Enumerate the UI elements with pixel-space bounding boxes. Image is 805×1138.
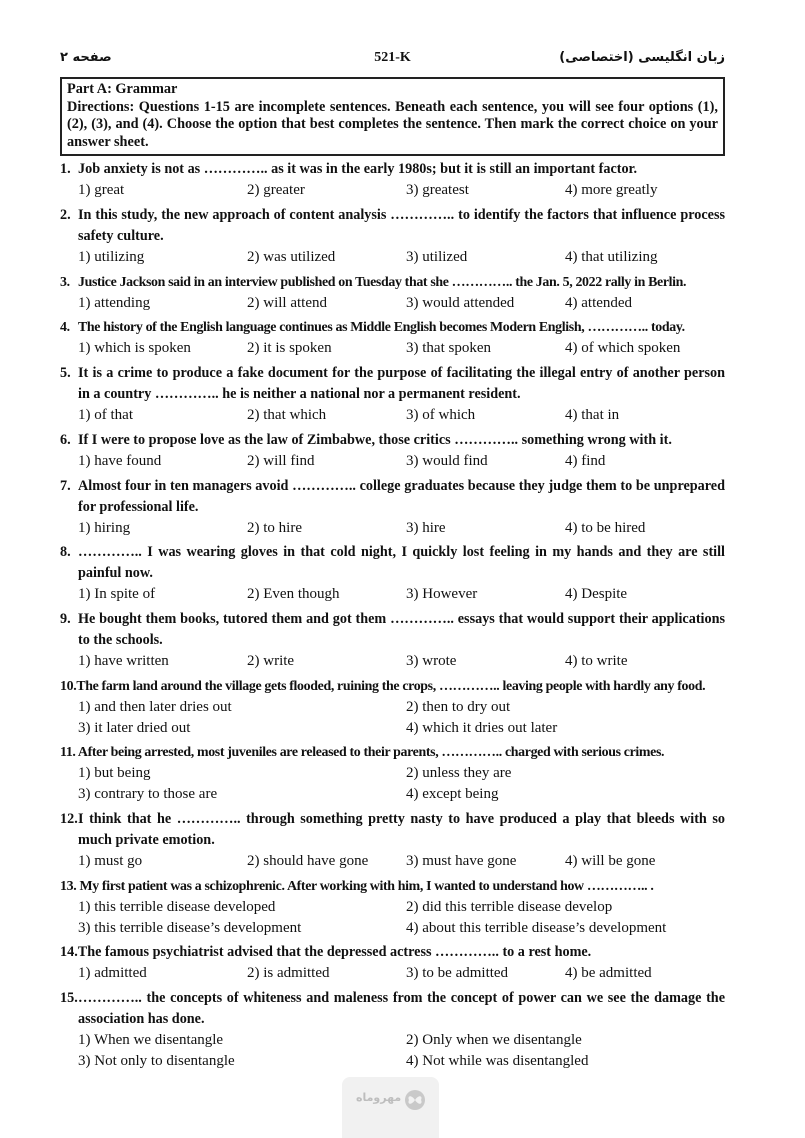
question-stem	[60, 476, 725, 518]
options-row	[60, 651, 725, 672]
option-4: 4) Despite	[565, 586, 628, 602]
question-12	[60, 809, 725, 872]
option-2: 2) is admitted	[247, 965, 330, 981]
question-text: If I were to propose love as the law of Zimbabwe, those critics ………….. something wrong with it.	[78, 432, 672, 448]
option-3: 3) it later dried out	[78, 720, 191, 736]
option-4: 4) will be gone	[565, 853, 656, 869]
question-text: I think that he ………….. through something pretty nasty to have produced a play that bleeds with so much private emotion.	[78, 811, 725, 848]
page-header	[60, 50, 725, 72]
question-13	[60, 876, 725, 939]
option-1: 1) great	[78, 182, 125, 198]
options-row	[60, 697, 725, 718]
question-15	[60, 988, 725, 1072]
option-3: 3) to be admitted	[406, 965, 509, 981]
question-text: ………….. the concepts of whiteness and maleness from the concept of power can we see the damage the association has done.	[78, 990, 725, 1027]
question-11	[60, 742, 725, 805]
header-page-number: صفحه ۲	[60, 50, 112, 65]
options-row	[60, 897, 725, 918]
question-stem	[60, 876, 725, 897]
options-row	[60, 1030, 725, 1051]
option-3: 3) contrary to those are	[78, 786, 218, 802]
option-4: 4) to write	[565, 653, 628, 669]
question-text: The history of the English language continues as Middle English becomes Modern English, ………….. today.	[78, 320, 685, 335]
options-row	[60, 584, 725, 605]
watermark-text: مهروماه	[356, 1091, 402, 1104]
question-number: 15.	[60, 990, 78, 1006]
question-number: 7.	[60, 478, 71, 494]
question-number: 6.	[60, 432, 71, 448]
option-1: 1) When we disentangle	[78, 1032, 224, 1048]
question-stem	[60, 317, 725, 338]
question-number: 14.	[60, 944, 78, 960]
question-14	[60, 942, 725, 984]
question-stem	[60, 809, 725, 851]
option-3: 3) this terrible disease’s development	[78, 920, 302, 936]
question-stem	[60, 942, 725, 963]
question-text: It is a crime to produce a fake document for the purpose of facilitating the illegal entry of another person in a country ………….. he is neither a national nor a permanent resident.	[78, 365, 725, 402]
question-stem	[60, 542, 725, 584]
option-1: 1) hiring	[78, 520, 131, 536]
question-stem	[60, 988, 725, 1030]
options-row	[60, 247, 725, 268]
question-stem	[60, 676, 725, 697]
question-text: Almost four in ten managers avoid ………….. college graduates because they judge them to be unprepared for professional life.	[78, 478, 725, 515]
option-2: 2) Only when we disentangle	[406, 1032, 582, 1048]
option-4: 4) that in	[565, 407, 620, 423]
question-stem	[60, 430, 725, 451]
options-row	[60, 918, 725, 939]
question-stem	[60, 205, 725, 247]
question-7	[60, 476, 725, 539]
directions-text: Questions 1-15 are incomplete sentences. Beneath each sentence, you will see four options (1), (2), (3), and (4). Choose the option that best completes the sentence. Then mark the correct choice on your answer sheet.	[67, 98, 719, 150]
question-number: 1.	[60, 161, 71, 177]
option-1: 1) and then later dries out	[78, 699, 232, 715]
option-3: 3) must have gone	[406, 853, 517, 869]
option-3: 3) of which	[406, 407, 476, 423]
options-row	[60, 451, 725, 472]
option-1: 1) attending	[78, 295, 151, 311]
question-text: Job anxiety is not as ………….. as it was in the early 1980s; but it is still an important factor.	[78, 161, 638, 177]
question-stem	[60, 363, 725, 405]
option-4: 4) find	[565, 453, 606, 469]
question-stem	[60, 742, 725, 763]
option-2: 2) it is spoken	[247, 340, 332, 356]
question-stem	[60, 272, 725, 293]
question-number: 10.	[60, 679, 77, 694]
option-2: 2) did this terrible disease develop	[406, 899, 613, 915]
question-text: My first patient was a schizophrenic. After working with him, I wanted to understand how ………….. .	[79, 879, 654, 894]
question-number: 4.	[60, 320, 70, 335]
question-text: After being arrested, most juveniles are released to their parents, ………….. charged with serious crimes.	[77, 745, 665, 760]
question-text: In this study, the new approach of content analysis ………….. to identify the factors that influence process safety culture.	[78, 207, 725, 244]
question-1	[60, 159, 725, 201]
option-3: 3) Not only to disentangle	[78, 1053, 235, 1069]
option-2: 2) should have gone	[247, 853, 369, 869]
option-2: 2) will find	[247, 453, 315, 469]
question-8	[60, 542, 725, 605]
options-row	[60, 763, 725, 784]
question-text: Justice Jackson said in an interview published on Tuesday that she ………….. the Jan. 5, 2022 rally in Berlin.	[78, 275, 687, 290]
option-2: 2) to hire	[247, 520, 302, 536]
options-row	[60, 963, 725, 984]
question-text: The farm land around the village gets flooded, ruining the crops, ………….. leaving people with hardly any food.	[76, 679, 706, 694]
option-1: 1) utilizing	[78, 249, 145, 265]
question-6	[60, 430, 725, 472]
option-4: 4) attended	[565, 295, 633, 311]
option-3: 3) wrote	[406, 653, 457, 669]
option-3: 3) utilized	[406, 249, 468, 265]
question-text: He bought them books, tutored them and got them ………….. essays that would support their applications to the schools.	[78, 611, 725, 648]
question-number: 13.	[60, 879, 77, 894]
option-4: 4) Not while was disentangled	[406, 1053, 589, 1069]
options-row	[60, 851, 725, 872]
option-4: 4) that utilizing	[565, 249, 658, 265]
directions-label: Directions:	[67, 98, 135, 115]
options-row	[60, 180, 725, 201]
option-4: 4) be admitted	[565, 965, 652, 981]
option-1: 1) must go	[78, 853, 143, 869]
question-number: 12.	[60, 811, 78, 827]
question-text: ………….. I was wearing gloves in that cold night, I quickly lost feeling in my hands and they are still painful now.	[78, 544, 725, 581]
question-10	[60, 676, 725, 739]
option-1: 1) which is spoken	[78, 340, 191, 356]
options-row	[60, 338, 725, 359]
question-stem	[60, 609, 725, 651]
option-4: 4) more greatly	[565, 182, 658, 198]
header-exam-code: 521-K	[374, 50, 411, 65]
option-2: 2) then to dry out	[406, 699, 511, 715]
question-number: 11.	[60, 745, 76, 760]
option-2: 2) greater	[247, 182, 305, 198]
header-subject: زبان انگلیسی (اختصاصی)	[559, 50, 725, 65]
option-2: 2) Even though	[247, 586, 340, 602]
question-stem	[60, 159, 725, 180]
question-number: 3.	[60, 275, 70, 290]
options-row	[60, 405, 725, 426]
option-1: 1) but being	[78, 765, 151, 781]
option-1: 1) admitted	[78, 965, 147, 981]
question-5	[60, 363, 725, 426]
option-1: 1) have written	[78, 653, 169, 669]
options-row	[60, 1051, 725, 1072]
option-2: 2) was utilized	[247, 249, 336, 265]
option-4: 4) of which spoken	[565, 340, 681, 356]
question-number: 2.	[60, 207, 71, 223]
question-text: The famous psychiatrist advised that the depressed actress ………….. to a rest home.	[77, 944, 592, 960]
option-1: 1) In spite of	[78, 586, 156, 602]
option-1: 1) this terrible disease developed	[78, 899, 276, 915]
option-3: 3) that spoken	[406, 340, 491, 356]
options-row	[60, 784, 725, 805]
options-row	[60, 293, 725, 314]
question-number: 9.	[60, 611, 71, 627]
option-2: 2) that which	[247, 407, 327, 423]
option-4: 4) except being	[406, 786, 499, 802]
directions-box	[60, 77, 725, 156]
publisher-watermark	[342, 1077, 439, 1138]
option-4: 4) about this terrible disease’s development	[406, 920, 667, 936]
options-row	[60, 518, 725, 539]
section-title: Part A: Grammar	[67, 81, 178, 97]
question-4	[60, 317, 725, 359]
butterfly-logo-icon	[404, 1089, 426, 1111]
question-number: 8.	[60, 544, 71, 560]
options-row	[60, 718, 725, 739]
option-3: 3) would find	[406, 453, 488, 469]
question-3	[60, 272, 725, 314]
option-3: 3) greatest	[406, 182, 469, 198]
option-4: 4) to be hired	[565, 520, 646, 536]
option-4: 4) which it dries out later	[406, 720, 558, 736]
question-2	[60, 205, 725, 268]
question-9	[60, 609, 725, 672]
option-3: 3) However	[406, 586, 478, 602]
option-1: 1) have found	[78, 453, 162, 469]
option-2: 2) unless they are	[406, 765, 512, 781]
question-number: 5.	[60, 365, 71, 381]
option-2: 2) write	[247, 653, 295, 669]
option-1: 1) of that	[78, 407, 133, 423]
option-3: 3) would attended	[406, 295, 515, 311]
option-2: 2) will attend	[247, 295, 327, 311]
option-3: 3) hire	[406, 520, 446, 536]
